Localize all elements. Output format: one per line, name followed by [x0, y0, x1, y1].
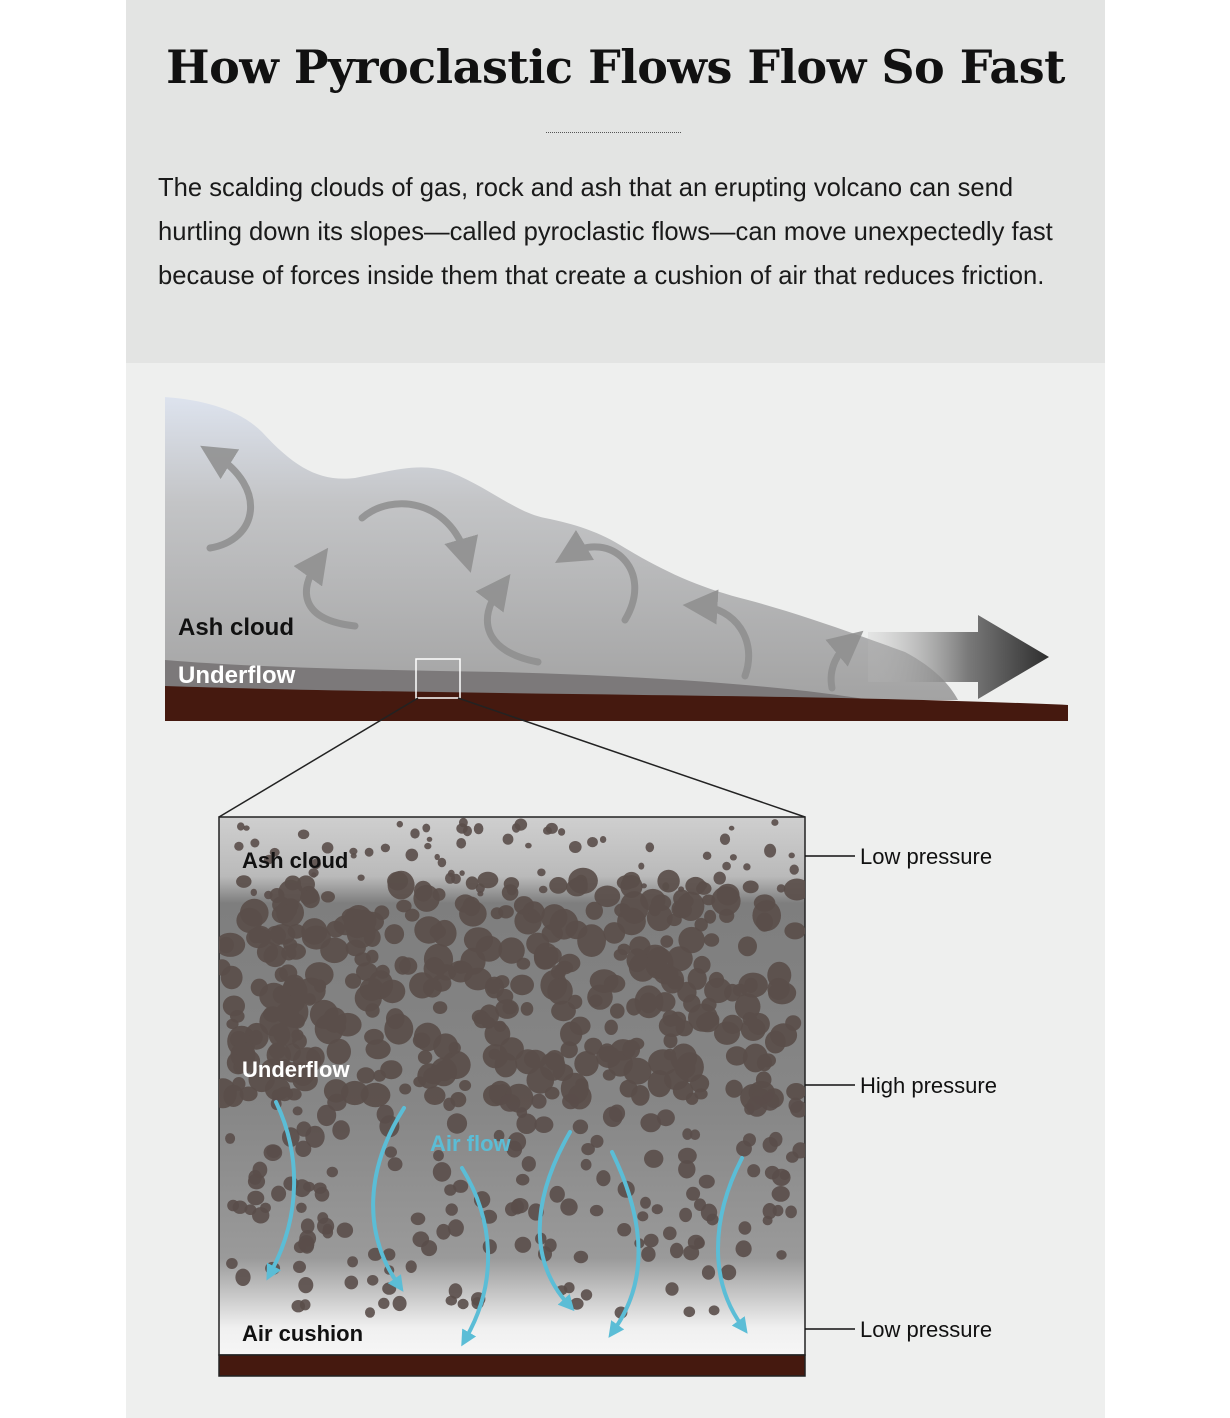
- ash-particle: [702, 1265, 715, 1280]
- ash-particle: [527, 1067, 555, 1094]
- ash-particle: [545, 1050, 564, 1070]
- ash-particle: [381, 844, 390, 853]
- ash-particle: [558, 828, 565, 836]
- ash-particle: [648, 1070, 672, 1097]
- ash-particle: [639, 993, 657, 1014]
- ash-particle: [638, 863, 644, 870]
- ash-particle: [743, 881, 759, 894]
- ash-particle: [393, 1296, 407, 1311]
- ash-particle: [310, 1000, 339, 1029]
- ash-particle: [399, 957, 417, 974]
- ash-particle: [637, 1211, 648, 1221]
- ash-particle: [296, 1203, 307, 1213]
- ash-particle: [729, 826, 735, 831]
- ash-particle: [772, 1186, 790, 1202]
- ash-particle: [435, 854, 440, 860]
- ash-particle: [673, 890, 690, 908]
- ash-particle: [517, 1107, 528, 1118]
- ash-particle: [409, 972, 435, 998]
- ash-particle: [321, 891, 335, 902]
- ash-particle: [347, 1256, 358, 1267]
- ash-particle: [704, 933, 719, 947]
- ash-particle: [683, 1245, 699, 1260]
- ash-particle: [525, 843, 532, 849]
- overview-underflow-label: Underflow: [178, 662, 296, 689]
- ash-particle: [458, 1299, 469, 1309]
- ash-particle: [367, 1275, 378, 1286]
- page-title: How Pyroclastic Flows Flow So Fast: [166, 40, 1065, 94]
- ash-particle: [644, 1234, 659, 1248]
- ash-particle: [346, 940, 366, 956]
- pressure-label-top: Low pressure: [860, 844, 993, 869]
- ash-particle: [641, 1247, 655, 1262]
- ash-particle: [764, 844, 776, 858]
- ash-particle: [600, 836, 606, 843]
- ash-particle: [531, 1094, 546, 1109]
- ash-particle: [785, 1206, 797, 1219]
- ash-particle: [361, 1083, 391, 1107]
- ash-particle: [422, 824, 430, 833]
- ash-particle: [337, 1223, 353, 1238]
- ash-particle: [516, 1174, 529, 1186]
- ash-particle: [667, 946, 693, 971]
- ash-particle: [725, 1080, 742, 1098]
- ash-particle: [382, 1282, 396, 1294]
- ash-particle: [317, 1105, 336, 1126]
- ash-particle: [427, 837, 433, 842]
- ash-particle: [491, 907, 504, 919]
- ash-particle: [225, 1133, 235, 1144]
- ash-particle: [497, 989, 514, 1004]
- ash-particle: [405, 909, 420, 922]
- ash-particle: [581, 1289, 592, 1300]
- ash-particle: [373, 1070, 386, 1082]
- ash-particle: [365, 1307, 375, 1318]
- ash-particle: [670, 1044, 697, 1073]
- ash-particle: [564, 1282, 575, 1293]
- ash-particle: [298, 830, 309, 840]
- ash-particle: [721, 1265, 736, 1281]
- ash-particle: [550, 1186, 565, 1203]
- ash-particle: [646, 842, 655, 852]
- ash-particle: [449, 1042, 461, 1054]
- ash-particle: [539, 886, 548, 894]
- ash-particle: [652, 1204, 663, 1214]
- ash-particle: [640, 1197, 651, 1209]
- ash-particle: [433, 920, 457, 947]
- ash-particle: [560, 1022, 582, 1047]
- ash-particle: [478, 872, 499, 889]
- ash-particle: [610, 1003, 625, 1018]
- ash-particle: [250, 839, 259, 848]
- pressure-label-bottom: Low pressure: [860, 1317, 993, 1342]
- ash-particle: [482, 1017, 496, 1029]
- ash-particle: [436, 964, 456, 980]
- ash-particle: [659, 1015, 685, 1037]
- ash-particle: [667, 914, 682, 926]
- ash-particle: [433, 1001, 447, 1014]
- ash-particle: [785, 1015, 801, 1030]
- ash-particle: [620, 891, 649, 924]
- ash-particle: [411, 1213, 426, 1226]
- ash-particle: [784, 922, 805, 939]
- ash-particle: [566, 879, 588, 897]
- ash-particle: [327, 1167, 338, 1178]
- ash-particle: [424, 1086, 445, 1105]
- ash-particle: [709, 1305, 720, 1315]
- ash-particle: [574, 1051, 598, 1076]
- ash-particle: [514, 896, 534, 915]
- ash-particle: [500, 1094, 521, 1112]
- ash-particle: [748, 1013, 770, 1035]
- ash-particle: [322, 1226, 333, 1238]
- ash-particle: [445, 873, 455, 884]
- ash-particle: [406, 1260, 417, 1273]
- ash-particle: [251, 979, 268, 997]
- ash-particle: [334, 915, 359, 935]
- ash-particle: [696, 882, 711, 895]
- ash-particle: [378, 1298, 389, 1309]
- ash-particle: [560, 1198, 577, 1215]
- ash-particle: [218, 937, 234, 953]
- ash-particle: [590, 1205, 603, 1216]
- ash-particle: [581, 1159, 592, 1171]
- ash-particle: [278, 880, 303, 906]
- ash-particle: [660, 935, 673, 947]
- ash-particle: [744, 978, 757, 993]
- ash-particle: [246, 927, 271, 948]
- ash-particle: [397, 821, 403, 828]
- ash-particle: [260, 1203, 271, 1213]
- ash-particle: [283, 1177, 298, 1191]
- ash-particle: [747, 1096, 768, 1117]
- ash-particle: [444, 1184, 456, 1196]
- ash-particle: [587, 837, 598, 847]
- ash-particle: [365, 1003, 379, 1017]
- ash-particle: [596, 1046, 621, 1068]
- ash-particle: [711, 886, 740, 915]
- ash-particle: [686, 1187, 700, 1201]
- ash-particle: [227, 1200, 239, 1212]
- ash-particle: [603, 1069, 616, 1080]
- ash-particle: [385, 924, 405, 944]
- ash-particle: [349, 848, 357, 855]
- ash-particle: [466, 876, 479, 889]
- ash-particle: [522, 1156, 536, 1172]
- ash-particle: [460, 948, 485, 975]
- ash-particle: [433, 888, 446, 901]
- ash-particle: [657, 870, 679, 893]
- ash-particle: [581, 1143, 595, 1155]
- ash-particle: [301, 1218, 315, 1233]
- ash-particle: [789, 853, 795, 859]
- ash-particle: [617, 1223, 631, 1236]
- ash-particle: [384, 1014, 413, 1045]
- ash-particle: [515, 819, 528, 831]
- ash-particle: [569, 841, 582, 853]
- ash-particle: [443, 1098, 455, 1111]
- ash-particle: [459, 901, 487, 927]
- ash-particle: [773, 1205, 784, 1216]
- ash-particle: [365, 848, 374, 857]
- ash-particle: [358, 875, 365, 881]
- ash-particle: [380, 980, 406, 1004]
- intro-text: The scalding clouds of gas, rock and ash that an erupting volcano can send hurtling down its slopes—called pyroclastic flows—can move unexpectedly fast because of forces inside them that create a cushion of air that reduces friction.: [158, 174, 1053, 290]
- ash-particle: [483, 1044, 508, 1068]
- ash-particle: [546, 823, 558, 834]
- ash-particle: [247, 1191, 264, 1206]
- ash-particle: [722, 862, 731, 871]
- ash-particle: [433, 1162, 451, 1182]
- ash-particle: [410, 828, 419, 838]
- ash-particle: [249, 1030, 262, 1045]
- ash-particle: [605, 1020, 618, 1035]
- ash-particle: [699, 1175, 715, 1189]
- ash-particle: [423, 1067, 443, 1084]
- ash-particle: [332, 1120, 350, 1140]
- ash-particle: [537, 869, 545, 877]
- ash-particle: [264, 1144, 283, 1161]
- ash-particle: [385, 1146, 397, 1157]
- ash-particle: [305, 1126, 324, 1148]
- ash-particle: [284, 975, 306, 997]
- ash-particle: [300, 1238, 314, 1254]
- ash-particle: [406, 849, 419, 862]
- ash-particle: [515, 1237, 532, 1253]
- ash-particle: [624, 1058, 652, 1085]
- ash-particle: [690, 1129, 700, 1140]
- ash-particle: [709, 972, 724, 988]
- ash-particle: [293, 1106, 303, 1115]
- ash-particle: [738, 936, 757, 956]
- ash-particle: [663, 1227, 677, 1241]
- ash-particle: [505, 1202, 518, 1216]
- ash-particle: [456, 823, 467, 833]
- ash-particle: [376, 965, 390, 979]
- ash-particle: [298, 1277, 313, 1293]
- ash-particle: [498, 937, 524, 963]
- ash-particle: [521, 1002, 534, 1016]
- ash-particle: [226, 1258, 238, 1269]
- ash-particle: [703, 852, 712, 860]
- ash-particle: [587, 985, 613, 1010]
- ash-particle: [790, 865, 799, 875]
- ash-particle: [288, 924, 306, 939]
- air-flow-label: Air flow: [430, 1131, 511, 1156]
- ash-particle: [504, 877, 519, 891]
- ash-particle: [629, 936, 650, 956]
- ash-particle: [424, 843, 431, 849]
- ash-particle: [695, 918, 708, 932]
- ash-particle: [730, 854, 737, 860]
- ash-particle: [448, 1219, 464, 1236]
- ash-particle: [771, 819, 778, 826]
- ash-particle: [684, 1307, 696, 1318]
- ash-particle: [562, 1094, 579, 1110]
- ash-particle: [623, 872, 641, 888]
- detail-ground: [219, 1355, 805, 1376]
- ash-particle: [577, 924, 606, 957]
- ash-particle: [570, 1298, 583, 1310]
- ash-particle: [345, 1276, 359, 1290]
- ash-particle: [573, 1120, 588, 1135]
- ash-particle: [387, 872, 408, 891]
- ash-particle: [534, 1116, 553, 1133]
- ash-particle: [694, 1198, 706, 1211]
- ash-particle: [459, 1080, 471, 1091]
- ash-particle: [302, 889, 320, 908]
- ash-particle: [503, 834, 514, 845]
- ash-particle: [696, 1013, 719, 1032]
- ash-particle: [388, 1157, 403, 1171]
- air-cushion-label: Air cushion: [242, 1321, 364, 1346]
- ash-particle: [772, 1169, 791, 1186]
- ash-particle: [300, 1299, 311, 1310]
- ash-particle: [665, 1282, 678, 1295]
- ash-particle: [251, 889, 257, 896]
- ash-particle: [253, 1162, 268, 1179]
- ash-particle: [568, 995, 582, 1009]
- ash-particle: [357, 1067, 375, 1083]
- ash-particle: [714, 872, 726, 885]
- pressure-label-middle: High pressure: [860, 1073, 997, 1098]
- ash-particle: [622, 1040, 640, 1059]
- ash-particle: [739, 1221, 752, 1235]
- ash-particle: [743, 863, 750, 870]
- ash-particle: [792, 1142, 808, 1158]
- ash-particle: [464, 927, 493, 952]
- ash-particle: [271, 1186, 286, 1202]
- ash-particle: [237, 822, 245, 830]
- ash-particle: [240, 899, 269, 927]
- ash-particle: [574, 1251, 588, 1263]
- ash-particle: [221, 966, 243, 990]
- ash-particle: [559, 954, 581, 973]
- overview-ash-cloud-label: Ash cloud: [178, 614, 295, 641]
- ash-particle: [510, 975, 534, 996]
- ash-particle: [757, 1054, 772, 1071]
- ash-particle: [366, 1039, 391, 1059]
- ash-particle: [459, 870, 464, 876]
- ash-particle: [474, 823, 484, 834]
- ash-particle: [293, 1261, 306, 1273]
- ash-particle: [747, 1164, 760, 1177]
- detail-ash-cloud-label: Ash cloud: [242, 848, 349, 873]
- ash-particle: [413, 1033, 431, 1049]
- detail-underflow-label: Underflow: [242, 1057, 350, 1082]
- ash-particle: [609, 1105, 625, 1123]
- ash-particle: [678, 1160, 695, 1178]
- ash-particle: [693, 956, 710, 974]
- ash-particle: [549, 877, 567, 894]
- ash-particle: [670, 1243, 683, 1258]
- ash-particle: [657, 1109, 675, 1126]
- ash-particle: [726, 1046, 748, 1065]
- ash-particle: [418, 1050, 432, 1064]
- ash-particle: [223, 996, 245, 1017]
- ash-particle: [763, 1216, 773, 1225]
- ash-particle: [596, 1170, 610, 1186]
- ash-particle: [240, 1087, 258, 1102]
- ash-particle: [486, 979, 500, 994]
- ash-particle: [769, 1132, 783, 1147]
- ash-particle: [421, 1240, 437, 1256]
- ash-particle: [449, 1283, 463, 1298]
- ash-particle: [345, 973, 361, 988]
- ash-particle: [413, 1076, 426, 1087]
- ash-particle: [736, 1240, 752, 1257]
- ash-particle: [789, 1098, 803, 1113]
- ash-particle: [366, 950, 378, 964]
- ash-particle: [399, 1084, 411, 1095]
- ash-particle: [673, 1081, 694, 1100]
- ash-particle: [784, 879, 810, 901]
- ash-particle: [550, 909, 579, 940]
- ash-particle: [494, 1021, 506, 1032]
- ash-particle: [315, 1187, 330, 1202]
- ash-particle: [594, 886, 620, 908]
- ash-particle: [767, 978, 789, 1000]
- ash-particle: [235, 1269, 250, 1286]
- ash-particle: [754, 894, 776, 911]
- ash-particle: [679, 1208, 692, 1222]
- ash-particle: [303, 1182, 315, 1192]
- ash-particle: [302, 926, 331, 950]
- ash-particle: [286, 943, 306, 959]
- ash-particle: [618, 944, 631, 955]
- ash-particle: [720, 834, 730, 845]
- ash-particle: [236, 875, 251, 888]
- ash-particle: [776, 1250, 786, 1260]
- ash-particle: [446, 1203, 458, 1215]
- ash-particle: [644, 1150, 663, 1168]
- ash-particle: [736, 1141, 752, 1157]
- ash-particle: [456, 838, 466, 849]
